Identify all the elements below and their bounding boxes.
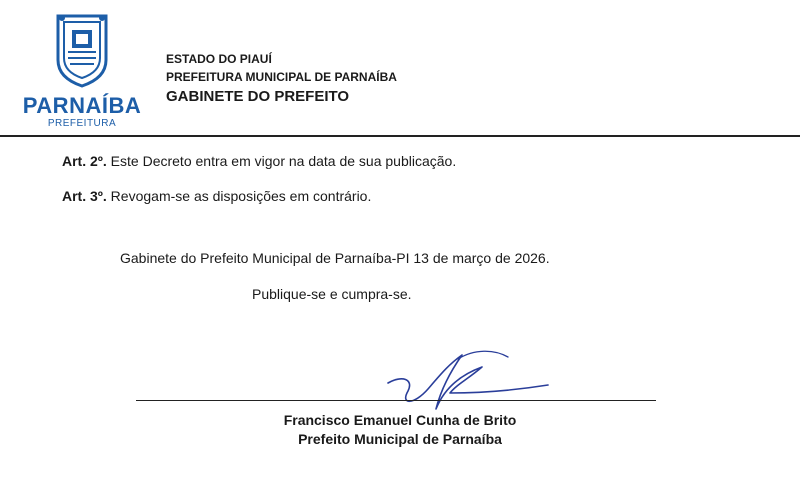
- logo-wordmark: PARNAÍBA: [22, 93, 142, 118]
- header-office: GABINETE DO PREFEITO: [166, 88, 350, 105]
- article-3-text: Revogam-se as disposições em contrário.: [106, 188, 372, 204]
- closing-place-date: Gabinete do Prefeito Municipal de Parnaíba-PI 13 de março de 2026.: [120, 250, 550, 266]
- logo-subtitle: PREFEITURA: [47, 118, 117, 129]
- header-state: ESTADO DO PIAUÍ: [166, 52, 272, 66]
- publish-order: Publique-se e cumpra-se.: [252, 286, 412, 302]
- article-3-label: Art. 3º.: [62, 188, 107, 204]
- article-3: [62, 188, 371, 204]
- coat-of-arms-icon: [54, 12, 110, 92]
- article-2-text: Este Decreto entra em vigor na data de sua publicação.: [106, 153, 457, 169]
- article-2-label: Art. 2º.: [62, 153, 107, 169]
- document-header: [166, 50, 397, 107]
- signature-line: [136, 400, 656, 401]
- signer-name: Francisco Emanuel Cunha de Brito: [283, 412, 517, 428]
- article-2: [62, 153, 456, 169]
- header-divider: [0, 135, 800, 137]
- signer-role: Prefeito Municipal de Parnaíba: [298, 431, 502, 447]
- header-prefecture: PREFEITURA MUNICIPAL DE PARNAÍBA: [166, 70, 397, 84]
- parnaiba-logo: [22, 12, 142, 130]
